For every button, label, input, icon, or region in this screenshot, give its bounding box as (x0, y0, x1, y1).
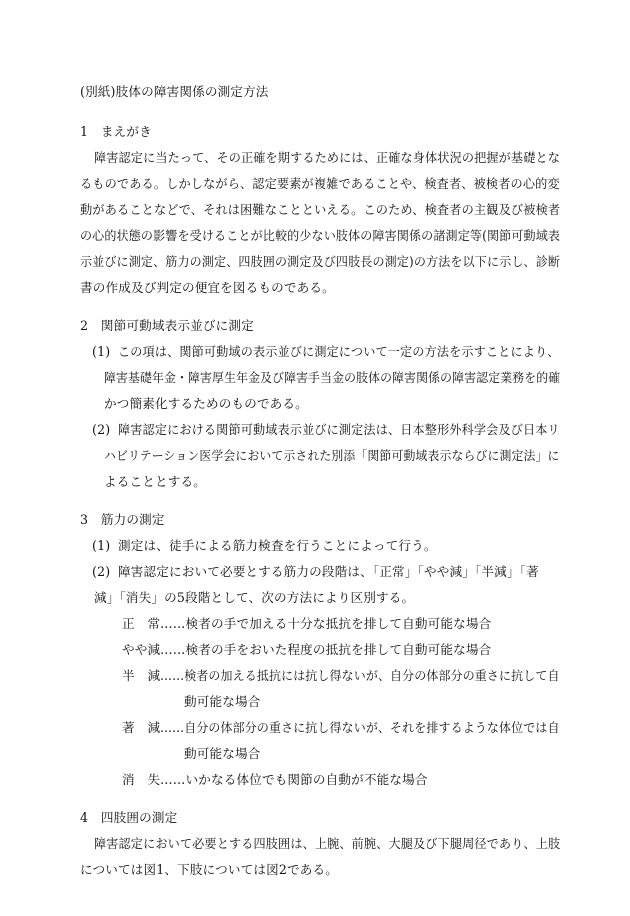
section-2-item-1-number: (1) (92, 344, 111, 359)
section-2-heading: 2 関節可動域表示並びに測定 (80, 318, 254, 333)
section-3-item-2-number: (2) (92, 564, 111, 579)
section-1-line: 示並びに測定、筋力の測定、四肢囲の測定及び四肢長の測定)の方法を以下に示し、診断 (80, 254, 561, 269)
section-2-item-1-line: この項は、関節可動域の表示並びに測定について一定の方法を示すことにより、 (118, 344, 560, 359)
grade-description: ……検者の手をおいた程度の抵抗を排して自動可能な場合 (160, 642, 492, 657)
section-1-line: の心的状態の影響を受けることが比較的少ない肢体の障害関係の諸測定等(関節可動域表 (80, 228, 561, 243)
section-3-item-2-line: 障害認定において必要とする筋力の段階は、「正常」「やや減」「半減」「著 (118, 564, 539, 579)
section-1-heading: 1 まえがき (80, 124, 152, 139)
grade-description: ……いかなる体位でも関節の自動が不能な場合 (160, 772, 428, 787)
grade-label: 正 常 (122, 616, 161, 631)
grade-label: 半 減 (122, 668, 161, 683)
grade-description: ……自分の体部分の重さに抗し得ないが、それを排するような体位では自 (160, 720, 560, 735)
grade-description: ……検者の加える抵抗には抗し得ないが、自分の体部分の重さに抗して自 (160, 668, 560, 683)
section-1-line: 障害認定に当たって、その正確を期するためには、正確な身体状況の把握が基礎とな (94, 150, 561, 165)
section-4-heading: 4 四肢囲の測定 (80, 810, 178, 825)
section-3-heading: 3 筋力の測定 (80, 512, 165, 527)
grade-label: やや減 (122, 642, 161, 657)
section-2-item-2-line: よることとする。 (104, 474, 206, 489)
grade-description: 動可能な場合 (184, 746, 261, 761)
section-4-line: については図1、下肢については図2である。 (80, 862, 338, 877)
section-4-line: 障害認定において必要とする四肢囲は、上腕、前腕、大腿及び下腿周径であり、上肢 (94, 836, 561, 851)
section-1-line: 書の作成及び判定の便宜を図るものである。 (80, 280, 335, 295)
section-1-line: 動があることなどで、それは困難なことといえる。このため、検査者の主観及び被検者 (80, 202, 561, 217)
grade-description: ……検者の手で加える十分な抵抗を排して自動可能な場合 (160, 616, 492, 631)
section-1-line: るものである。しかしながら、認定要素が複雑であることや、検査者、被検者の心的変 (80, 176, 560, 191)
section-2-item-2-line: ハビリテーション医学会において示された別添「関節可動域表示ならびに測定法」に (104, 448, 560, 463)
section-3-item-1-text: 測定は、徒手による筋力検査を行うことによって行う。 (118, 538, 437, 553)
section-2-item-1-line: かつ簡素化するためのものである。 (104, 396, 308, 411)
section-3-item-1-number: (1) (92, 538, 111, 553)
grade-label: 消 失 (122, 772, 161, 787)
section-3-item-2-line: 減」「消失」の5段階として、次の方法により区別する。 (94, 590, 415, 605)
section-2-item-1-line: 障害基礎年金・障害厚生年金及び障害手当金の肢体の障害関係の障害認定業務を的確 (104, 370, 561, 385)
grade-description: 動可能な場合 (184, 694, 261, 709)
grade-label: 著 減 (122, 720, 161, 735)
document-title: (別紙)肢体の障害関係の測定方法 (80, 84, 269, 99)
section-2-item-2-number: (2) (92, 422, 111, 437)
section-2-item-2-line: 障害認定における関節可動域表示並びに測定法は、日本整形外科学会及び日本リ (118, 422, 560, 437)
